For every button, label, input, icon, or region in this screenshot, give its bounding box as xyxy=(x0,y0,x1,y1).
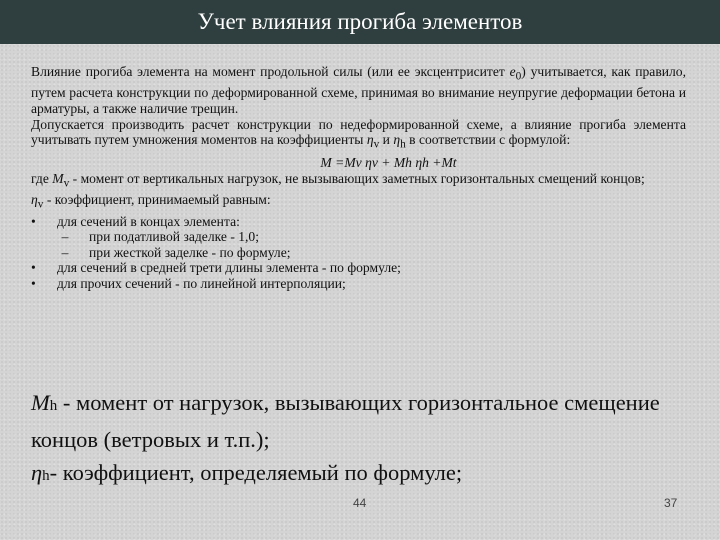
page-number-right: 37 xyxy=(664,496,678,510)
slide-title: Учет влияния прогиба элементов xyxy=(0,0,720,44)
p2-text: Допускается производить расчет конструкции по недеформированной схеме, а влияние прогиба элемента учитывать путем умножения моментов на коэффициенты xyxy=(31,116,686,148)
sublist-item xyxy=(41,245,686,261)
list-item xyxy=(31,276,686,292)
large-text-block xyxy=(31,386,701,493)
list-item-text: для сечений в средней трети длины элемента - по формуле; xyxy=(57,260,401,276)
eta-v-sub: v xyxy=(37,199,44,212)
p1-text-after: ) учитывается, как правило, путем расчета конструкции по деформированной схеме, принимая во внимание неупругие деформации бетона и арматуры, а также наличие трещин. xyxy=(31,64,686,116)
eta-h-sub: h xyxy=(42,468,50,484)
where-text: - момент от вертикальных нагрузок, не вызывающих заметных горизонтальных смещений концов; xyxy=(69,171,645,186)
p2-eta-h-symbol: η xyxy=(393,132,401,148)
eta-h-symbol: η xyxy=(31,460,43,485)
main-formula: M =Mv ηv + Mh ηh +Mt xyxy=(320,155,457,171)
where-mv-symbol: M xyxy=(52,171,64,186)
sublist-item-text: при податливой заделке - 1,0; xyxy=(89,229,260,245)
eta-h-definition xyxy=(31,456,701,493)
eta-h-text: - коэффициент, определяемый по формуле; xyxy=(49,460,463,485)
paragraph-2 xyxy=(31,117,686,154)
sublist-item-text: при жесткой заделке - по формуле; xyxy=(89,244,291,260)
p2-eta-h-sub: h xyxy=(400,138,406,151)
list-item-text: для сечений в концах элемента: xyxy=(57,213,240,229)
p2-eta-v-symbol: η xyxy=(366,132,374,148)
mh-definition xyxy=(31,386,701,456)
bullet-mark: • xyxy=(31,213,36,229)
list-item xyxy=(31,214,686,230)
bullet-mark: • xyxy=(31,276,36,291)
where-prefix: где xyxy=(31,171,53,186)
p2-tail: в соответствии с формулой: xyxy=(405,132,571,148)
bullet-mark: • xyxy=(31,260,36,276)
mh-text: - момент от нагрузок, вызывающих горизонтальное смещение концов (ветровых и т.п.); xyxy=(31,390,660,452)
slide-body xyxy=(31,64,686,292)
p1-text-before: Влияние прогиба элемента на момент продольной силы (или ее эксцентриситет xyxy=(31,64,510,79)
p2-and: и xyxy=(379,132,394,148)
paragraph-1 xyxy=(31,64,686,117)
eta-v-definition xyxy=(31,192,686,213)
list-item-text: для прочих сечений - по линейной интерполяции; xyxy=(57,276,346,291)
p1-e0-subscript: 0 xyxy=(515,70,522,83)
sublist-item xyxy=(41,229,686,245)
mh-symbol: M xyxy=(31,390,50,415)
p2-eta-v-sub: v xyxy=(373,138,380,151)
eta-v-def-text: - коэффициент, принимаемый равным: xyxy=(43,192,271,208)
mh-sub: h xyxy=(49,398,58,414)
p1-e0-symbol: e xyxy=(509,64,516,79)
dash-mark: – xyxy=(61,229,69,245)
where-paragraph xyxy=(31,171,686,192)
where-mv-sub: v xyxy=(63,177,70,190)
eta-v-symbol: η xyxy=(31,192,38,208)
dash-mark: – xyxy=(61,244,69,260)
list-item xyxy=(31,260,686,276)
page-number-left: 44 xyxy=(353,496,367,510)
